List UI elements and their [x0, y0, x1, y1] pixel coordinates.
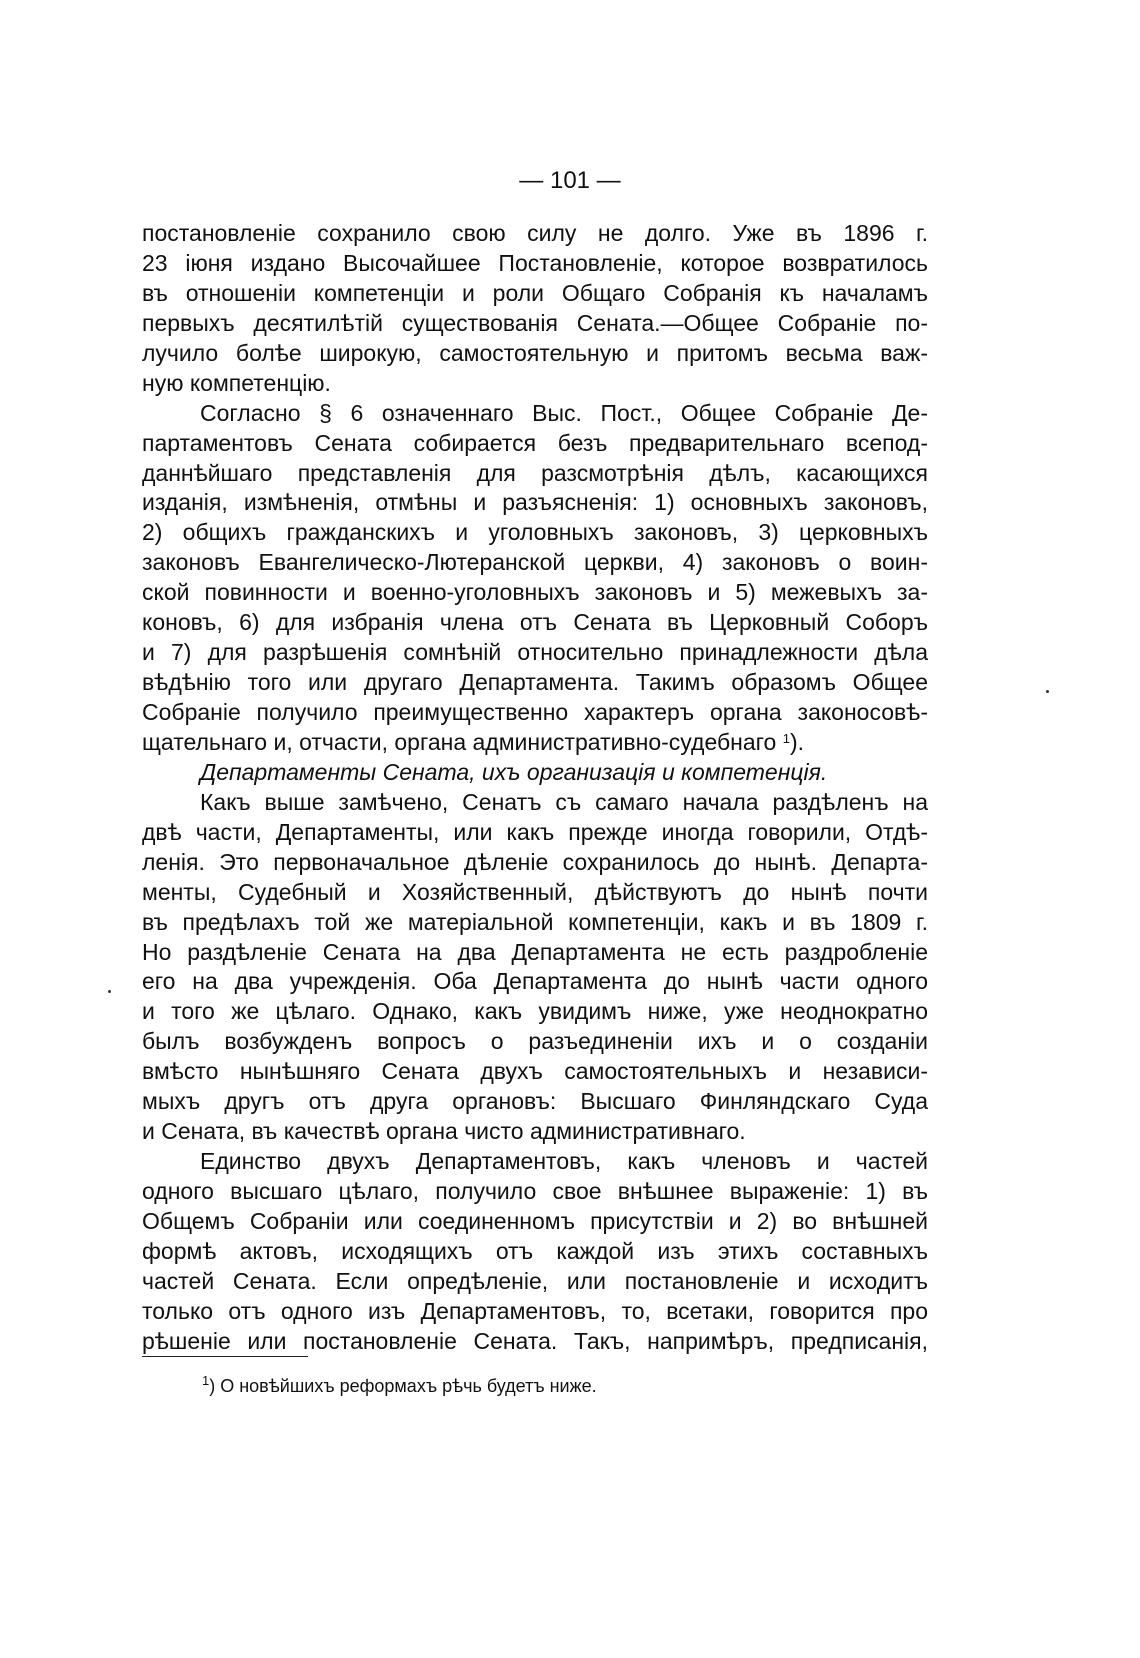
text-line: ную компетенцію.: [142, 369, 331, 396]
text-line: 2) общихъ гражданскихъ и уголовныхъ законовъ, 3) церковныхъ: [142, 519, 928, 546]
text-line: одного высшаго цѣлаго, получило свое внѣшнее выраженіе: 1) въ: [142, 1178, 928, 1204]
text-line: Собраніе получило преимущественно характеръ органа законосовѣ-: [142, 699, 928, 725]
text-line-with-footnote-ref: [142, 727, 928, 757]
footnote-text: ) О новѣйшихъ реформахъ рѣчь будетъ ниже.: [209, 1376, 597, 1396]
text-line: вмѣсто нынѣшняго Сената двухъ самостоятельныхъ и независи-: [142, 1058, 928, 1085]
text-line: только отъ одного изъ Департаментовъ, то, всетаки, говорится про: [142, 1297, 928, 1324]
text-line: законовъ Евангелическо-Лютеранской церкви, 4) законовъ о воин-: [142, 549, 928, 576]
text-line: мыхъ другъ отъ друга органовъ: Высшаго Финляндскаго Суда: [142, 1088, 928, 1115]
text-line: вѣдѣнію того или другаго Департамента. Такимъ образомъ Общее: [142, 669, 928, 696]
text-line: ской повинности и военно-уголовныхъ законовъ и 5) межевыхъ за-: [142, 579, 928, 606]
closing-punctuation: ).: [789, 728, 805, 755]
text-line: Общемъ Собраніи или соединенномъ присутствіи и 2) во внѣшней: [142, 1207, 928, 1234]
text-line: Но раздѣленіе Сената на два Департамента не есть раздробленіе: [142, 938, 928, 965]
text-line: въ отношеніи компетенціи и роли Общаго Собранія къ началамъ: [142, 279, 928, 306]
footnote-mark: 1: [202, 1373, 210, 1388]
text-line: ленія. Это первоначальное дѣленіе сохранилось до нынѣ. Департа-: [142, 848, 928, 875]
text-line: двѣ части, Департаменты, или какъ прежде иногда говорили, Отдѣ-: [142, 818, 928, 845]
text-line: первыхъ десятилѣтій существованія Сената.—Общее Собраніе по-: [142, 309, 928, 336]
scan-speck: [108, 990, 111, 993]
text-line: Согласно § 6 означеннаго Выс. Пост., Общее Собраніе Де-: [200, 399, 928, 426]
text-line: Единство двухъ Департаментовъ, какъ членовъ и частей: [200, 1148, 928, 1175]
text-line: въ предѣлахъ той же матеріальной компетенціи, какъ и въ 1809 г.: [142, 908, 928, 935]
text-line: постановленіе сохранило свою силу не долго. Уже въ 1896 г.: [142, 220, 928, 246]
text-line: щательнаго и, отчасти, органа административно-судебнаго: [142, 728, 777, 755]
footnote-divider: [142, 1356, 308, 1357]
paragraph-4: [142, 1146, 928, 1356]
text-line: частей Сената. Если опредѣленіе, или постановленіе и исходитъ: [142, 1267, 928, 1294]
text-line: менты, Судебный и Хозяйственный, дѣйствуютъ до нынѣ почти: [142, 878, 928, 905]
text-line: былъ возбужденъ вопросъ о разъединеніи ихъ и о созданіи: [142, 1028, 928, 1055]
text-line: изданія, измѣненія, отмѣны и разъясненія: 1) основныхъ законовъ,: [142, 489, 928, 516]
scan-speck: [1046, 690, 1049, 693]
text-line: 23 іюня издано Высочайшее Постановленіе, которое возвратилось: [142, 249, 928, 276]
paragraph-1: [142, 218, 928, 398]
page-number: — 101 —: [519, 167, 621, 194]
text-line: партаментовъ Сената собирается безъ предварительнаго всепод-: [142, 429, 928, 456]
text-line: Какъ выше замѣчено, Сенатъ съ самаго начала раздѣленъ на: [200, 788, 928, 815]
footnote-reference[interactable]: 1: [782, 730, 790, 746]
text-line: и Сената, въ качествѣ органа чисто административнаго.: [142, 1118, 746, 1145]
paragraph-2: [142, 398, 928, 757]
text-line: и того же цѣлаго. Однако, какъ увидимъ ниже, уже неоднократно: [142, 998, 928, 1025]
text-line: даннѣйшаго представленія для разсмотрѣнія дѣлъ, касающихся: [142, 459, 928, 486]
text-line: формѣ актовъ, исходящихъ отъ каждой изъ этихъ составныхъ: [142, 1237, 928, 1264]
text-line: его на два учрежденія. Оба Департамента до нынѣ части одного: [142, 968, 928, 995]
paragraph-3: [142, 787, 928, 1146]
body-text: [142, 218, 928, 1356]
section-heading: Департаменты Сената, ихъ организація и компетенція.: [200, 758, 828, 785]
footnote: [202, 1375, 597, 1397]
text-line: рѣшеніе или постановленіе Сената. Такъ, напримѣръ, предписанія,: [142, 1327, 928, 1354]
text-line: лучило болѣе широкую, самостоятельную и притомъ весьма важ-: [142, 339, 928, 366]
text-line: и 7) для разрѣшенія сомнѣній относительно принадлежности дѣла: [142, 639, 928, 666]
text-line: коновъ, 6) для избранія члена отъ Сената въ Церковный Соборъ: [142, 609, 928, 636]
